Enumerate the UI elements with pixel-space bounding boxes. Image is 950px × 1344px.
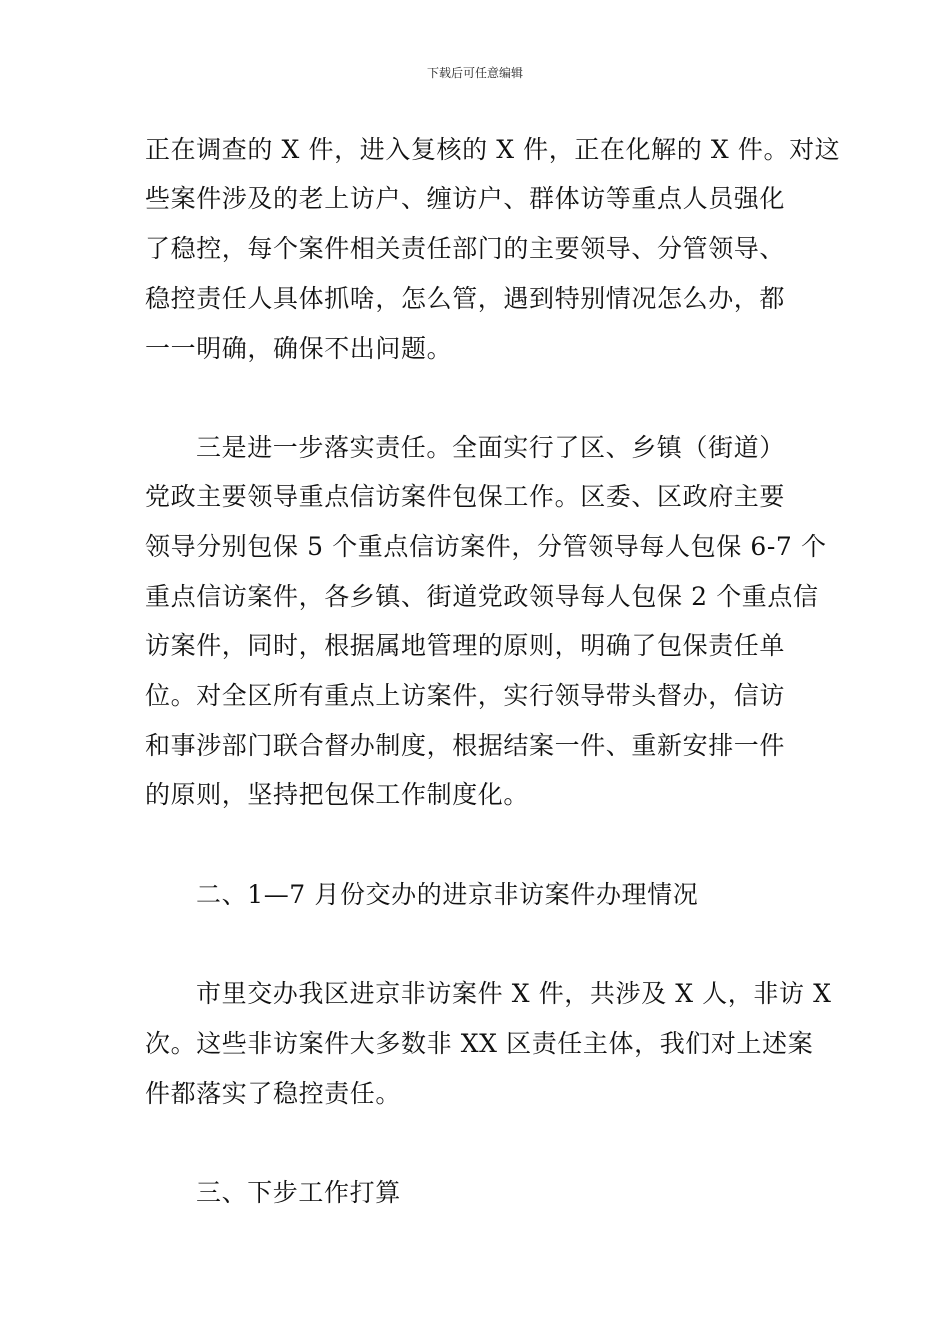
header-note: 下载后可任意编辑 — [426, 66, 523, 80]
paragraph-3-line-1: 市里交办我区进京非访案件 X 件，共涉及 X 人，非访 X — [196, 979, 832, 1008]
paragraph-2-line-6: 位。对全区所有重点上访案件，实行领导带头督办，信访 — [145, 681, 786, 710]
paragraph-2-line-5: 访案件，同时，根据属地管理的原则，明确了包保责任单 — [145, 631, 786, 660]
paragraph-2-line-3: 领导分别包保 5 个重点信访案件，分管领导每人包保 6-7 个 — [145, 532, 827, 561]
section-heading-2: 二、1—7 月份交办的进京非访案件办理情况 — [196, 880, 699, 909]
paragraph-1-line-4: 稳控责任人具体抓啥，怎么管，遇到特别情况怎么办，都 — [145, 284, 786, 313]
paragraph-1-line-5: 一一明确，确保不出问题。 — [145, 334, 453, 363]
paragraph-2-line-8: 的原则，坚持把包保工作制度化。 — [145, 780, 530, 809]
paragraph-2-line-7: 和事涉部门联合督办制度，根据结案一件、重新安排一件 — [145, 731, 786, 760]
paragraph-2-line-1: 三是进一步落实责任。全面实行了区、乡镇（街道） — [196, 433, 785, 462]
paragraph-1-line-2: 些案件涉及的老上访户、缠访户、群体访等重点人员强化 — [145, 184, 786, 213]
paragraph-1-line-3: 了稳控，每个案件相关责任部门的主要领导、分管领导、 — [145, 234, 786, 263]
paragraph-3-line-2: 次。这些非访案件大多数非 XX 区责任主体，我们对上述案 — [145, 1029, 814, 1058]
section-heading-3: 三、下步工作打算 — [196, 1178, 401, 1207]
paragraph-1-line-1: 正在调查的 X 件，进入复核的 X 件，正在化解的 X 件。对这 — [145, 135, 841, 164]
paragraph-2-line-4: 重点信访案件，各乡镇、街道党政领导每人包保 2 个重点信 — [145, 582, 819, 611]
paragraph-3-line-3: 件都落实了稳控责任。 — [145, 1079, 402, 1108]
paragraph-2-line-2: 党政主要领导重点信访案件包保工作。区委、区政府主要 — [145, 482, 786, 511]
